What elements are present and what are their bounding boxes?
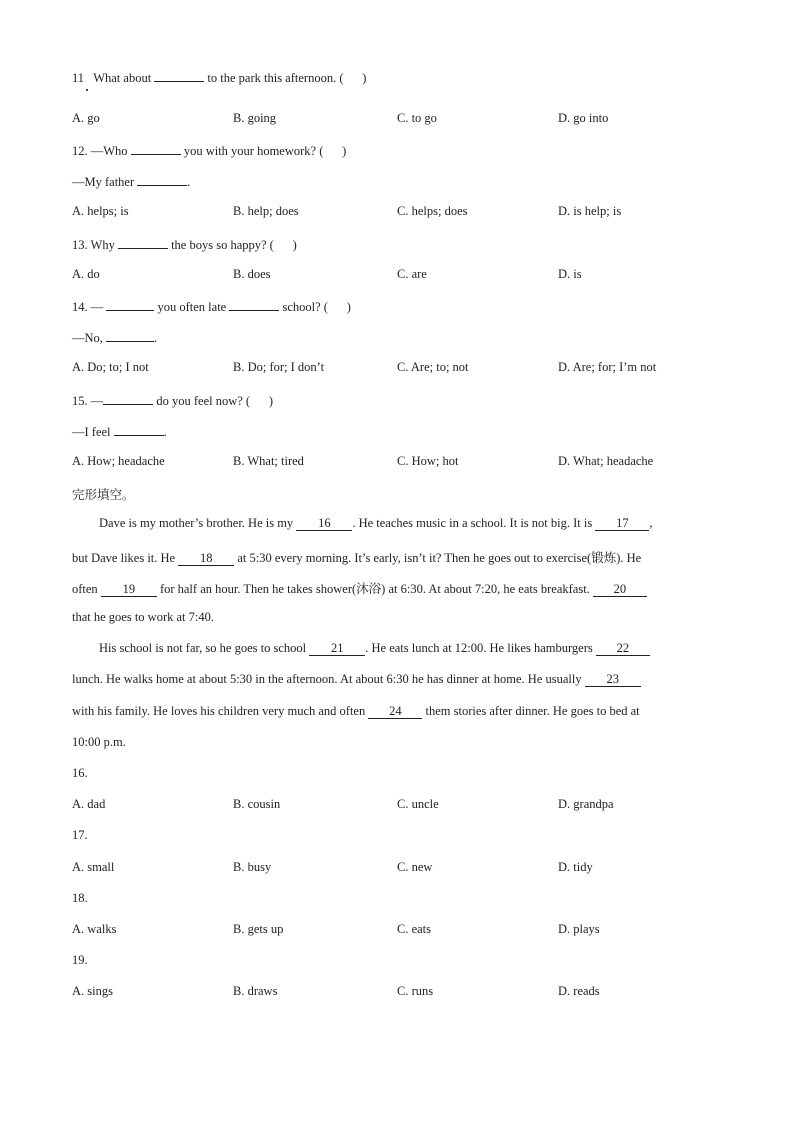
question-18-options — [72, 922, 732, 940]
option-c[interactable]: C. Are; to; not — [397, 360, 469, 374]
option-d[interactable]: D. plays — [558, 922, 600, 936]
option-d[interactable]: D. go into — [558, 111, 609, 125]
option-b[interactable]: B. draws — [233, 984, 278, 998]
question-number: 11 — [72, 71, 85, 85]
answer-blank[interactable] — [229, 298, 279, 311]
option-b[interactable]: B. going — [233, 111, 277, 125]
blank-21[interactable]: 21 — [309, 642, 365, 656]
option-a[interactable]: A. do — [72, 267, 100, 281]
option-b[interactable]: B. What; tired — [233, 454, 304, 468]
question-12-answer-line: —My father . — [72, 175, 191, 189]
blank-17[interactable]: 17 — [595, 517, 649, 531]
option-c[interactable]: C. uncle — [397, 797, 439, 811]
cloze-paragraph-1-line-4: that he goes to work at 7:40. — [72, 610, 214, 624]
option-c[interactable]: C. How; hot — [397, 454, 459, 468]
question-15-answer-line: —I feel . — [72, 425, 167, 439]
answer-blank[interactable] — [131, 142, 181, 155]
blank-19[interactable]: 19 — [101, 583, 157, 597]
option-c[interactable]: C. new — [397, 860, 433, 874]
question-13-stem: 13. Why the boys so happy? ( ) — [72, 238, 297, 252]
answer-blank[interactable] — [106, 298, 154, 311]
option-d[interactable]: D. reads — [558, 984, 600, 998]
blank-16[interactable]: 16 — [296, 517, 352, 531]
blank-22[interactable]: 22 — [596, 642, 650, 656]
option-d[interactable]: D. What; headache — [558, 454, 654, 468]
blank-18[interactable]: 18 — [178, 552, 234, 566]
option-d[interactable]: D. grandpa — [558, 797, 614, 811]
option-b[interactable]: B. gets up — [233, 922, 284, 936]
stray-dot — [86, 89, 88, 91]
question-15-stem: 15. — do you feel now? ( ) — [72, 394, 274, 408]
cloze-paragraph-1-line-2: but Dave likes it. He 18 at 5:30 every morning. It’s early, isn’t it? Then he goes out to exercise(锻炼). He — [72, 551, 642, 565]
option-a[interactable]: A. dad — [72, 797, 106, 811]
option-c[interactable]: C. runs — [397, 984, 434, 998]
question-11-stem: 11 What about to the park this afternoon. ( ) — [72, 71, 367, 85]
cloze-paragraph-1-line-3: often 19 for half an hour. Then he takes shower(沐浴) at 6:30. At about 7:20, he eats breakfast. 20 — [72, 579, 712, 597]
option-a[interactable]: A. helps; is — [72, 204, 129, 218]
option-a[interactable]: A. walks — [72, 922, 117, 936]
option-d[interactable]: D. tidy — [558, 860, 593, 874]
section-heading: 完形填空。 — [72, 487, 135, 502]
option-d[interactable]: D. Are; for; I’m not — [558, 360, 657, 374]
answer-blank[interactable] — [114, 423, 164, 436]
cloze-paragraph-1-line-1: Dave is my mother’s brother. He is my 16 . He teaches music in a school. It is not big. It is 17 , — [99, 516, 653, 530]
answer-blank[interactable] — [103, 392, 153, 405]
question-12-stem: 12. —Who you with your homework? ( ) — [72, 144, 347, 158]
question-12-options — [72, 204, 732, 222]
question-14-answer-line: —No, . — [72, 331, 158, 345]
question-19-options — [72, 984, 732, 1002]
question-11-options — [72, 111, 732, 129]
cloze-paragraph-2-line-3: with his family. He loves his children very much and often 24 them stories after dinner. He goes to bed at — [72, 704, 640, 718]
option-c[interactable]: C. to go — [397, 111, 437, 125]
option-a[interactable]: A. How; headache — [72, 454, 165, 468]
answer-blank[interactable] — [106, 329, 154, 342]
blank-24[interactable]: 24 — [368, 705, 422, 719]
option-c[interactable]: C. helps; does — [397, 204, 468, 218]
question-19-number: 19. — [72, 953, 88, 967]
question-17-options — [72, 860, 732, 878]
question-17-number: 17. — [72, 828, 88, 842]
question-15-options — [72, 454, 732, 472]
question-14-options — [72, 360, 732, 378]
answer-blank[interactable] — [137, 173, 187, 186]
question-16-number: 16. — [72, 766, 88, 780]
option-a[interactable]: A. go — [72, 111, 100, 125]
option-c[interactable]: C. are — [397, 267, 427, 281]
blank-20[interactable]: 20 — [593, 583, 647, 597]
option-d[interactable]: D. is help; is — [558, 204, 622, 218]
option-a[interactable]: A. Do; to; I not — [72, 360, 149, 374]
option-c[interactable]: C. eats — [397, 922, 432, 936]
option-b[interactable]: B. cousin — [233, 797, 281, 811]
cloze-paragraph-2-line-4: 10:00 p.m. — [72, 735, 126, 749]
option-b[interactable]: B. busy — [233, 860, 272, 874]
option-a[interactable]: A. sings — [72, 984, 113, 998]
cloze-paragraph-2-line-2: lunch. He walks home at about 5:30 in the afternoon. At about 6:30 he has dinner at home. He usually 23 — [72, 672, 712, 687]
question-16-options — [72, 797, 732, 815]
question-13-options — [72, 267, 732, 285]
option-b[interactable]: B. does — [233, 267, 271, 281]
option-b[interactable]: B. help; does — [233, 204, 299, 218]
option-a[interactable]: A. small — [72, 860, 115, 874]
option-b[interactable]: B. Do; for; I don’t — [233, 360, 325, 374]
blank-23[interactable]: 23 — [585, 673, 641, 687]
answer-blank[interactable] — [154, 69, 204, 82]
answer-blank[interactable] — [118, 236, 168, 249]
question-14-stem: 14. — you often late school? ( ) — [72, 300, 351, 314]
cloze-paragraph-2-line-1: His school is not far, so he goes to school 21 . He eats lunch at 12:00. He likes hamburgers 22 — [72, 641, 739, 656]
question-18-number: 18. — [72, 891, 88, 905]
option-d[interactable]: D. is — [558, 267, 582, 281]
